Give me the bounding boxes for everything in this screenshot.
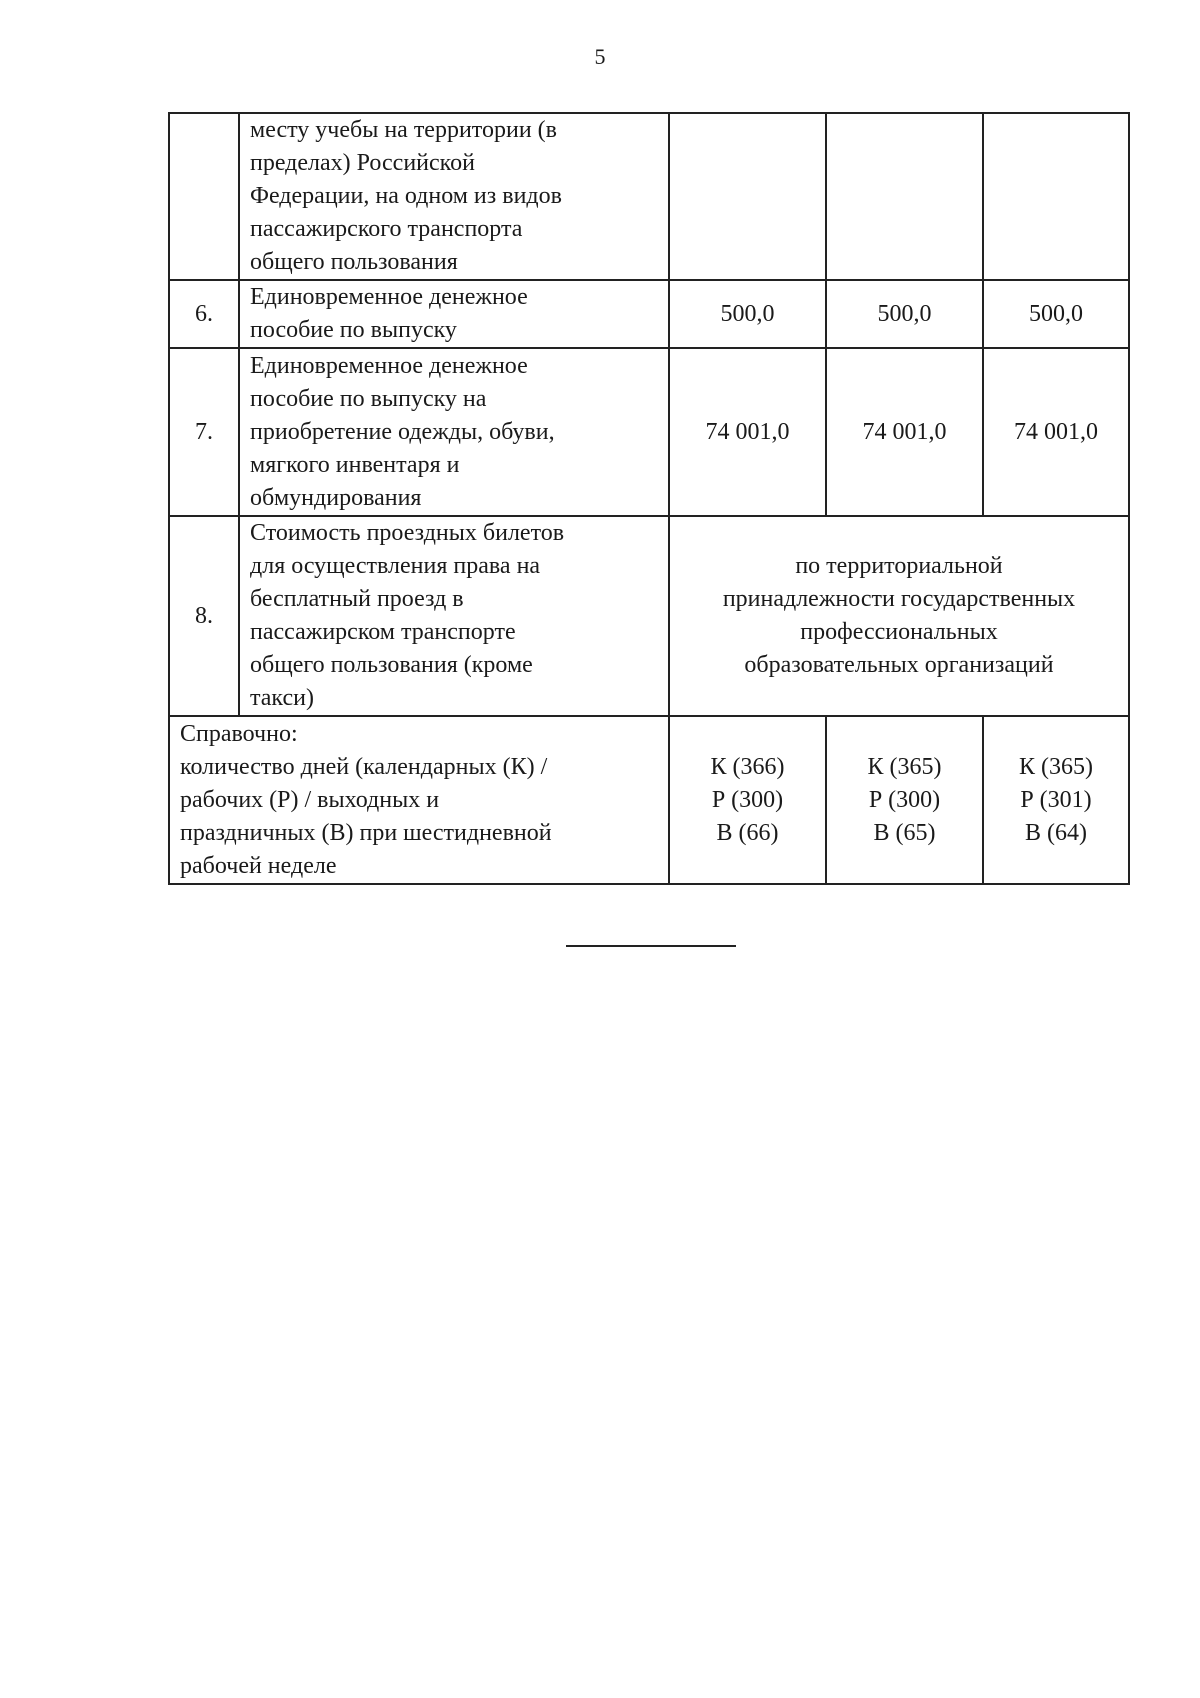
description-line: месту учебы на территории (в bbox=[250, 117, 557, 143]
reference-note bbox=[169, 716, 669, 884]
days-cell bbox=[983, 716, 1129, 884]
table-row-8 bbox=[169, 516, 1129, 716]
table-row-7 bbox=[169, 348, 1129, 516]
value-cell: 500,0 bbox=[826, 280, 983, 348]
value-cell bbox=[826, 113, 983, 280]
separator-line bbox=[566, 945, 736, 947]
days-holiday: В (64) bbox=[1025, 819, 1087, 846]
description-line: Стоимость проездных билетов bbox=[250, 520, 565, 546]
table-row-6 bbox=[169, 280, 1129, 348]
reference-line: Справочно: bbox=[180, 720, 298, 747]
days-working: Р (300) bbox=[868, 786, 941, 813]
description-line: Федерации, на одном из видов bbox=[250, 183, 562, 209]
row-description bbox=[239, 348, 669, 516]
description-line: такси) bbox=[250, 685, 314, 711]
value-cell bbox=[669, 113, 826, 280]
merged-line: по территориальной bbox=[795, 553, 1003, 579]
value-cell: 74 001,0 bbox=[826, 348, 983, 516]
row-number-cell: 7. bbox=[169, 348, 239, 516]
value-cell: 500,0 bbox=[983, 280, 1129, 348]
description-line: Единовременное денежное bbox=[250, 284, 528, 310]
description-line: для осуществления права на bbox=[250, 553, 541, 579]
days-calendar: К (366) bbox=[710, 753, 785, 780]
row-number-cell: 8. bbox=[169, 516, 239, 716]
merged-line: принадлежности государственных bbox=[722, 586, 1076, 612]
table-row-continuation bbox=[169, 113, 1129, 280]
row-description bbox=[239, 280, 669, 348]
description-line: общего пользования bbox=[250, 249, 458, 275]
description-line: бесплатный проезд в bbox=[250, 586, 464, 612]
days-holiday: В (65) bbox=[873, 819, 936, 846]
reference-line: количество дней (календарных (К) / bbox=[180, 753, 548, 780]
description-line: пособие по выпуску bbox=[250, 317, 457, 343]
value-cell: 74 001,0 bbox=[669, 348, 826, 516]
row-number-cell bbox=[169, 113, 239, 280]
days-cell bbox=[826, 716, 983, 884]
table-row-reference bbox=[169, 716, 1129, 884]
page-number: 5 bbox=[594, 44, 606, 69]
row-number-cell: 6. bbox=[169, 280, 239, 348]
value-cell: 74 001,0 bbox=[983, 348, 1129, 516]
days-working: Р (301) bbox=[1020, 786, 1092, 813]
benefits-table bbox=[168, 112, 1130, 885]
reference-line: рабочей неделе bbox=[180, 852, 337, 879]
value-cell: 500,0 bbox=[669, 280, 826, 348]
merged-line: образовательных организаций bbox=[744, 652, 1054, 678]
description-line: пассажирского транспорта bbox=[250, 216, 523, 242]
row-description bbox=[239, 516, 669, 716]
row-description bbox=[239, 113, 669, 280]
reference-line: праздничных (В) при шестидневной bbox=[180, 819, 552, 846]
days-working: Р (300) bbox=[711, 786, 784, 813]
description-line: общего пользования (кроме bbox=[250, 652, 533, 678]
days-calendar: К (365) bbox=[867, 753, 942, 780]
merged-value-cell bbox=[669, 516, 1129, 716]
days-calendar: К (365) bbox=[1019, 753, 1093, 780]
description-line: приобретение одежды, обуви, bbox=[250, 418, 555, 445]
value-cell bbox=[983, 113, 1129, 280]
description-line: пассажирском транспорте bbox=[250, 619, 516, 645]
description-line: пособие по выпуску на bbox=[250, 385, 487, 412]
merged-line: профессиональных bbox=[800, 619, 998, 645]
description-line: мягкого инвентаря и bbox=[250, 451, 460, 478]
description-line: Единовременное денежное bbox=[250, 352, 528, 379]
days-holiday: В (66) bbox=[716, 819, 779, 846]
days-cell bbox=[669, 716, 826, 884]
description-line: пределах) Российской bbox=[250, 150, 475, 176]
description-line: обмундирования bbox=[250, 484, 422, 511]
reference-line: рабочих (Р) / выходных и bbox=[180, 786, 440, 813]
